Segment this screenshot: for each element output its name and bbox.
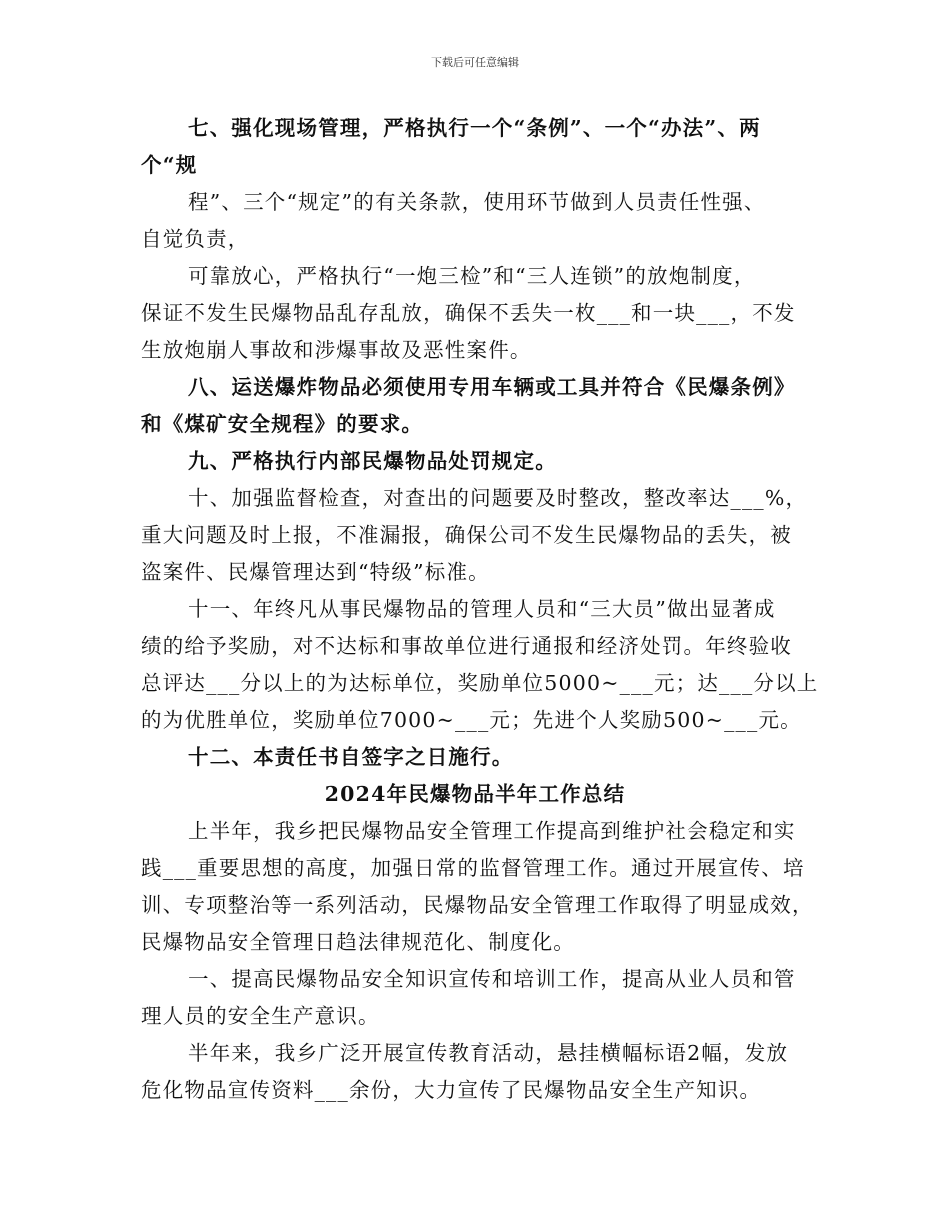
section-title: 2024年民爆物品半年工作总结 [324, 782, 626, 806]
paragraph-7-line-4: 自觉负责， [141, 227, 250, 251]
summary-para-1-line-3: 训、专项整治等一系列活动，民爆物品安全管理工作取得了明显成效， [141, 893, 814, 917]
paragraph-10-line-3: 盗案件、民爆管理达到“特级”标准。 [141, 560, 490, 584]
paragraph-11-line-4: 的为优胜单位，奖励单位7000~___元；先进个人奖励500~___元。 [141, 708, 802, 732]
summary-para-3-line-2: 危化物品宣传资料___余份，大力宣传了民爆物品安全生产知识。 [141, 1078, 762, 1102]
paragraph-7-line-7: 生放炮崩人事故和涉爆事故及恶性案件。 [141, 338, 532, 362]
paragraph-7-line-1: 七、强化现场管理，严格执行一个“条例”、一个“办法”、两 [188, 116, 761, 140]
paragraph-8-line-2: 和《煤矿安全规程》的要求。 [141, 412, 424, 436]
paragraph-11-line-1: 十一、年终凡从事民爆物品的管理人员和“三大员”做出显著成 [188, 597, 776, 621]
summary-para-1-line-2: 践___重要思想的高度，加强日常的监督管理工作。通过开展宣传、培 [141, 856, 805, 880]
paragraph-7-line-5: 可靠放心，严格执行“一炮三检”和“三人连锁”的放炮制度， [188, 264, 756, 288]
page-header-note: 下载后可任意编辑 [431, 56, 519, 69]
paragraph-7-line-6: 保证不发生民爆物品乱存乱放，确保不丢失一枚___和一块___，不发 [141, 301, 796, 325]
paragraph-8-line-1: 八、运送爆炸物品必须使用专用车辆或工具并符合《民爆条例》 [188, 375, 796, 399]
summary-para-2-line-1: 一、提高民爆物品安全知识宣传和培训工作，提高从业人员和管 [188, 967, 796, 991]
paragraph-7-line-3: 程”、三个“规定”的有关条款，使用环节做到人员责任性强、 [188, 190, 766, 214]
paragraph-10-line-2: 重大问题及时上报，不准漏报，确保公司不发生民爆物品的丢失，被 [141, 523, 792, 547]
paragraph-9: 九、严格执行内部民爆物品处罚规定。 [188, 449, 557, 473]
summary-para-1-line-4: 民爆物品安全管理日趋法律规范化、制度化。 [141, 930, 575, 954]
summary-para-3-line-1: 半年来，我乡广泛开展宣传教育活动，悬挂横幅标语2幅，发放 [188, 1041, 789, 1065]
paragraph-10-line-1: 十、加强监督检查，对查出的问题要及时整改，整改率达___%， [188, 486, 808, 510]
paragraph-11-line-2: 绩的给予奖励，对不达标和事故单位进行通报和经济处罚。年终验收 [141, 634, 792, 658]
paragraph-11-line-3: 总评达___分以上的为达标单位，奖励单位5000~___元；达___分以上 [141, 671, 819, 695]
paragraph-7-line-2: 个“规 [141, 153, 198, 177]
summary-para-1-line-1: 上半年，我乡把民爆物品安全管理工作提高到维护社会稳定和实 [188, 819, 796, 843]
summary-para-2-line-2: 理人员的安全生产意识。 [141, 1004, 380, 1028]
paragraph-12: 十二、本责任书自签字之日施行。 [188, 745, 514, 769]
